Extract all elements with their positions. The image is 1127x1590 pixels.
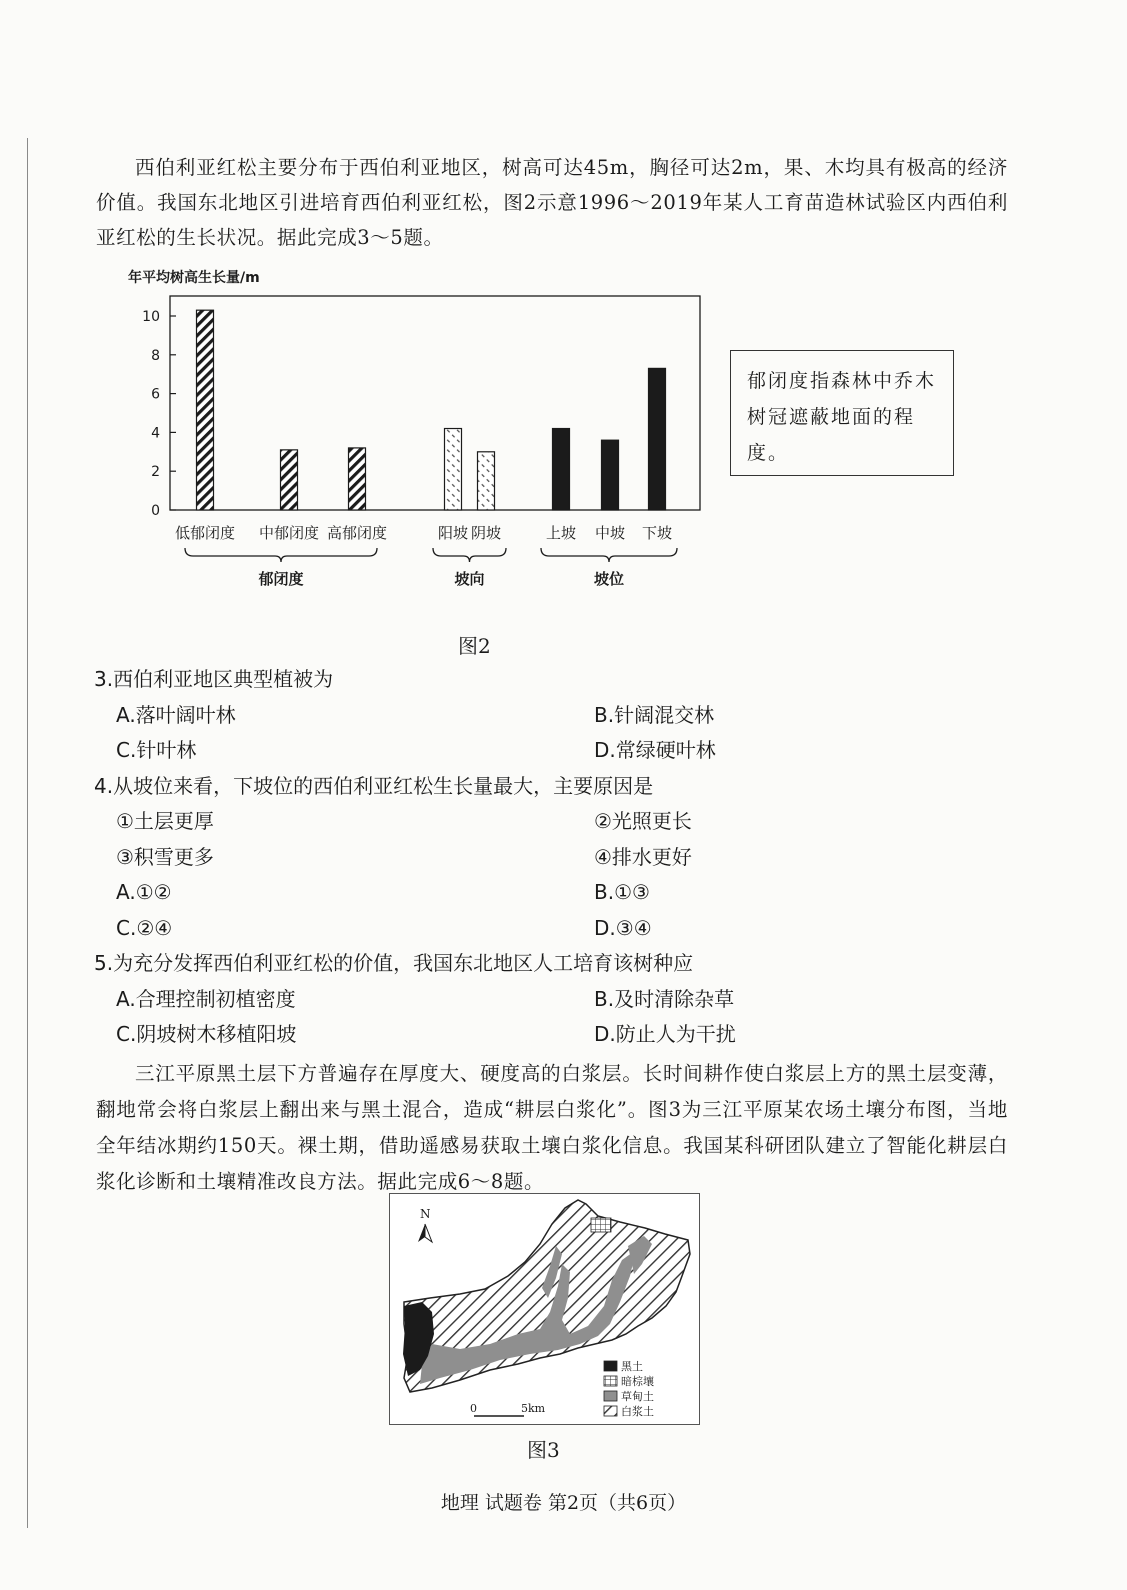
- question-3-options-row: [94, 733, 1034, 769]
- chart-bar: [602, 440, 619, 510]
- chart-y-tick-label: 2: [151, 464, 160, 481]
- question-5-option-c: C.阴坡树木移植阳坡: [116, 1022, 297, 1046]
- chart-x-category-label: 上坡: [545, 524, 577, 542]
- chart-bar: [445, 429, 462, 510]
- chart-bar: [478, 452, 495, 510]
- chart-bar: [349, 448, 366, 510]
- question-5-options-row: [94, 1017, 1034, 1053]
- page-footer: 地理 试题卷 第2页（共6页）: [440, 1492, 687, 1514]
- definition-box: 郁闭度指森林中乔木树冠遮蔽地面的程度。: [730, 350, 954, 476]
- legend-meadow-soil: 草甸土: [621, 1390, 654, 1403]
- question-3-option-c: C.针叶林: [116, 738, 197, 762]
- question-5-stem: 5.为充分发挥西伯利亚红松的价值，我国东北地区人工培育该树种应: [94, 951, 694, 975]
- question-4-statement-1: ①土层更厚: [116, 809, 214, 833]
- north-label: N: [420, 1207, 431, 1221]
- question-4-stem: 4.从坡位来看，下坡位的西伯利亚红松生长量最大，主要原因是: [94, 773, 654, 798]
- question-4-option-b: B.①③: [594, 880, 650, 904]
- question-3-option-d: D.常绿硬叶林: [594, 738, 716, 762]
- dark-brown-soil-region: [591, 1218, 611, 1232]
- questions-block: [94, 662, 1034, 1053]
- question-3-option-a: A.落叶阔叶林: [116, 702, 236, 727]
- chart-bar: [553, 429, 570, 510]
- chart-x-category-label: 中坡: [594, 524, 626, 542]
- question-4-option-d: D.③④: [594, 915, 652, 940]
- chart-x-category-label: 高郁闭度: [326, 524, 388, 542]
- figure-2-caption: 图2: [458, 634, 491, 658]
- chart-group-brace: [541, 548, 677, 562]
- chart-x-category-label: 下坡: [641, 524, 673, 542]
- chart-plot-frame: [170, 296, 700, 510]
- question-3-options-row: [94, 698, 1034, 734]
- question-5-option-d: D.防止人为干扰: [594, 1022, 736, 1046]
- chart-y-tick-label: 0: [151, 503, 160, 519]
- question-5-option-b: B.及时清除杂草: [594, 986, 735, 1011]
- figure-3-caption: 图3: [527, 1438, 560, 1462]
- chart-bar: [197, 310, 214, 510]
- chart-x-category-label: 阴坡: [470, 524, 502, 542]
- question-4-statement-4: ④排水更好: [594, 844, 692, 869]
- legend-baijiang-soil: 白浆土: [621, 1405, 654, 1418]
- chart-y-tick-label: 10: [142, 309, 160, 325]
- chart-group-brace: [185, 548, 377, 562]
- chart-group-brace: [433, 548, 506, 562]
- binding-margin-line: [27, 138, 28, 1528]
- chart-group-label: 坡位: [593, 570, 625, 588]
- question-4-options-row: [94, 911, 1034, 947]
- scale-bar: [470, 1402, 546, 1416]
- question-4-option-c: C.②④: [116, 915, 173, 940]
- north-arrow-icon: [418, 1207, 432, 1242]
- question-4-option-a: A.①②: [116, 880, 172, 904]
- figure-2-bar-chart: [120, 262, 710, 598]
- question-3-option-b: B.针阔混交林: [594, 702, 715, 727]
- question-4-statement-2: ②光照更长: [594, 809, 692, 833]
- legend-black-soil: 黑土: [621, 1360, 643, 1373]
- scale-zero-label: 0: [470, 1402, 477, 1415]
- chart-y-tick-label: 6: [151, 386, 160, 403]
- chart-group-label: 郁闭度: [258, 570, 304, 588]
- legend-dark-brown-soil: 暗棕壤: [621, 1375, 654, 1388]
- question-4-statement-3: ③积雪更多: [116, 844, 214, 869]
- chart-bar: [281, 450, 298, 510]
- chart-group-label: 坡向: [454, 570, 485, 588]
- chart-bar: [649, 368, 666, 510]
- chart-y-tick-label: 4: [151, 425, 160, 442]
- question-5-option-a: A.合理控制初植密度: [116, 986, 296, 1011]
- question-4-statements-row: [94, 804, 1034, 840]
- chart-x-category-label: 阳坡: [437, 524, 469, 542]
- question-4-options-row: [94, 875, 1034, 911]
- question-5-options-row: [94, 982, 1034, 1018]
- intro-paragraph-1: 西伯利亚红松主要分布于西伯利亚地区，树高可达45m，胸径可达2m，果、木均具有极高的经济价值。我国东北地区引进培育西伯利亚红松，图2示意1996～2019年某人工育苗造林试验区内西伯利亚红松的生长状况。据此完成3～5题。: [96, 156, 1008, 249]
- map-legend: [604, 1359, 654, 1418]
- chart-y-axis-title: 年平均树高生长量/m: [128, 270, 260, 286]
- chart-y-tick-label: 8: [151, 347, 160, 364]
- chart-x-category-label: 中郁闭度: [258, 524, 320, 542]
- scale-distance-label: 5km: [521, 1402, 546, 1415]
- question-3-stem: 3.西伯利亚地区典型植被为: [94, 667, 334, 691]
- intro-paragraph-2: 三江平原黑土层下方普遍存在厚度大、硬度高的白浆层。长时间耕作使白浆层上方的黑土层变薄，翻地常会将白浆层上翻出来与黑土混合，造成“耕层白浆化”。图3为三江平原某农场土壤分布图，当地全年结冰期约150天。裸土期，借助遥感易获取土壤白浆化信息。我国某科研团队建立了智能化耕层白浆化诊断和土壤精准改良方法。据此完成6～8题。: [96, 1062, 1008, 1193]
- question-4-statements-row: [94, 840, 1034, 876]
- chart-x-category-label: 低郁闭度: [174, 524, 236, 542]
- figure-3-soil-map: [389, 1193, 700, 1425]
